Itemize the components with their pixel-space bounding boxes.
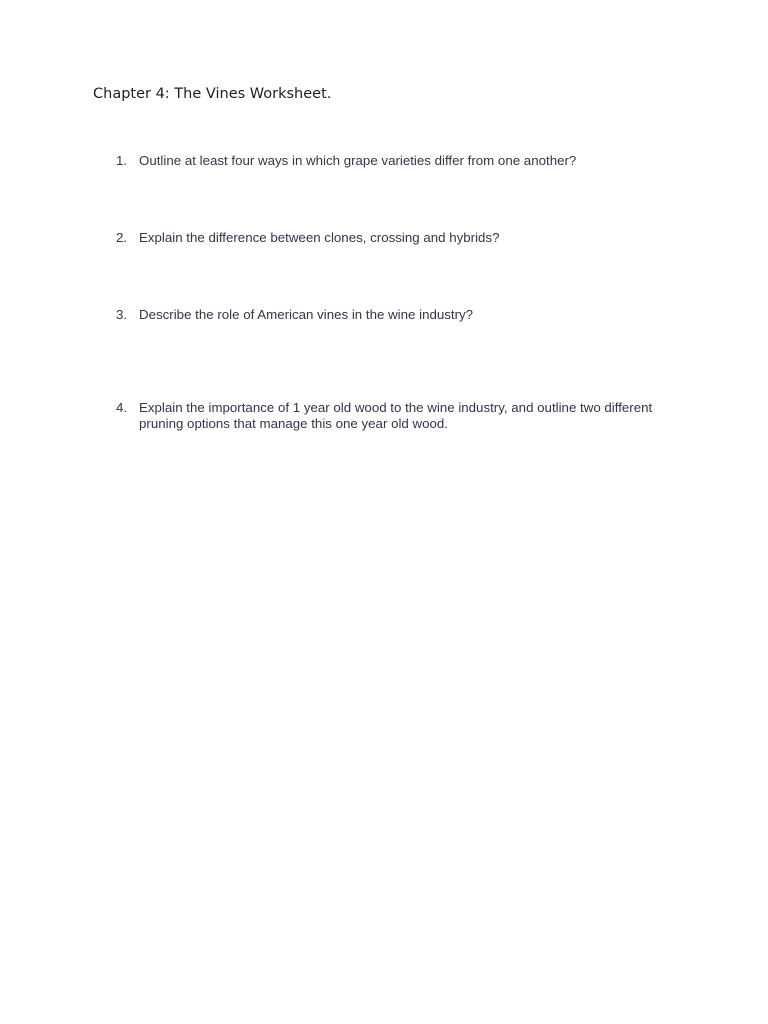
- question-number: 1.: [116, 153, 128, 168]
- question-text: Explain the difference between clones, crossing and hybrids?: [139, 230, 500, 245]
- question-item: [116, 153, 656, 169]
- question-text: Outline at least four ways in which grape varieties differ from one another?: [139, 153, 577, 168]
- question-text: Describe the role of American vines in the wine industry?: [139, 307, 474, 322]
- question-number: 2.: [116, 230, 128, 245]
- worksheet-title: Chapter 4: The Vines Worksheet.: [93, 86, 332, 102]
- question-item: [116, 230, 656, 246]
- question-number: 4.: [116, 400, 128, 415]
- question-text: Explain the importance of 1 year old wood to the wine industry, and outline two different pruning options that manage this one year old wood.: [139, 400, 653, 431]
- question-number: 3.: [116, 307, 128, 322]
- question-item: [116, 400, 656, 431]
- question-item: [116, 307, 656, 323]
